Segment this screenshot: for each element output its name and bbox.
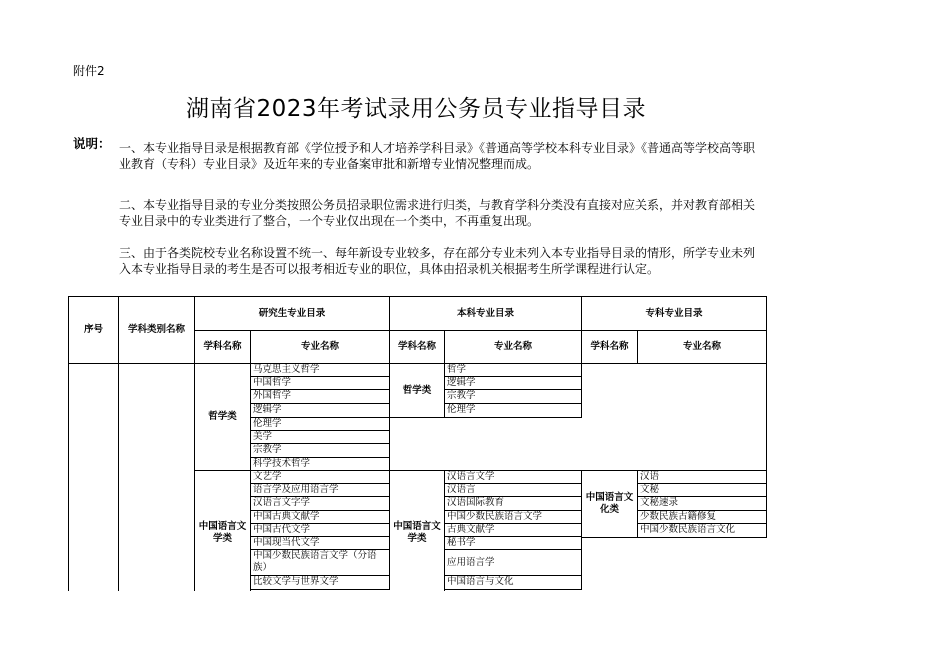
category-cell	[119, 364, 195, 591]
seq-cell	[69, 364, 119, 591]
grad-subject-chinese: 中国语言文学类	[195, 471, 251, 591]
grad-major: 文艺学	[251, 471, 390, 484]
header-vocational-catalog: 专科专业目录	[582, 297, 767, 331]
ug-subject-philosophy: 哲学类	[390, 364, 445, 418]
note-paragraph-1: 一、本专业指导目录是根据教育部《学位授予和人才培养学科目录》《普通高等学校本科专业目录》《普通高等学校高等职业教育（专科）专业目录》及近年来的专业备案审批和新增专业情况整理而成。	[119, 141, 756, 171]
grad-major: 外国哲学	[251, 390, 390, 404]
header-category: 学科类别名称	[119, 297, 195, 364]
grad-major: 中国古典文献学	[251, 511, 390, 524]
voc-subject-chinese-culture: 中国语言文化类	[582, 471, 638, 538]
ug-major: 哲学	[445, 364, 582, 377]
major-catalog-table	[68, 296, 767, 591]
grad-major: 中国古代文学	[251, 524, 390, 537]
voc-major: 文秘速录	[638, 497, 767, 511]
voc-major: 汉语	[638, 471, 767, 484]
header-seq: 序号	[69, 297, 119, 364]
ug-major: 汉语国际教育	[445, 497, 582, 511]
grad-major: 宗教学	[251, 444, 390, 458]
grad-subject-philosophy: 哲学类	[195, 364, 251, 471]
grad-major: 科学技术哲学	[251, 458, 390, 471]
grad-major: 中国少数民族语言文学（分语族）	[251, 550, 390, 576]
ug-major: 汉语言	[445, 484, 582, 497]
ug-major: 中国语言与文化	[445, 576, 582, 590]
grad-major: 逻辑学	[251, 404, 390, 418]
ug-major: 伦理学	[445, 404, 582, 418]
header-voc-major: 专业名称	[638, 331, 767, 364]
grad-major: 伦理学	[251, 418, 390, 431]
grad-major: 中国哲学	[251, 377, 390, 390]
ug-subject-chinese: 中国语言文学类	[390, 471, 445, 591]
voc-major: 文秘	[638, 484, 767, 497]
grad-major: 汉语言文字学	[251, 497, 390, 511]
grad-major: 马克思主义哲学	[251, 364, 390, 377]
ug-major: 宗教学	[445, 390, 582, 404]
voc-major: 中国少数民族语言文化	[638, 524, 767, 538]
ug-major: 逻辑学	[445, 377, 582, 390]
header-grad-major: 专业名称	[251, 331, 390, 364]
grad-major: 中国现当代文学	[251, 537, 390, 550]
header-ug-major: 专业名称	[445, 331, 582, 364]
page-title: 湖南省2023年考试录用公务员专业指导目录	[186, 96, 647, 122]
note-paragraph-2: 二、本专业指导目录的专业分类按照公务员招录职位需求进行归类，与教育学科分类没有直接对应关系，并对教育部相关专业目录中的专业类进行了整合，一个专业仅出现在一个类中，不再重复出现。	[119, 198, 756, 228]
grad-major: 语言学及应用语言学	[251, 484, 390, 497]
note-paragraph-3: 三、由于各类院校专业名称设置不统一、每年新设专业较多，存在部分专业未列入本专业指导目录的情形，所学专业未列入本专业指导目录的考生是否可以报考相近专业的职位，具体由招录机关根据考生所学课程进行认定。	[119, 246, 756, 276]
header-ug-subject: 学科名称	[390, 331, 445, 364]
attachment-label: 附件2	[73, 64, 105, 78]
empty-area	[390, 418, 767, 471]
header-voc-subject: 学科名称	[582, 331, 638, 364]
voc-major: 少数民族古籍修复	[638, 511, 767, 524]
header-grad-catalog: 研究生专业目录	[195, 297, 390, 331]
header-undergrad-catalog: 本科专业目录	[390, 297, 582, 331]
ug-major: 汉语言文学	[445, 471, 582, 484]
empty-vocational-group1	[582, 364, 767, 418]
ug-major: 应用语言学	[445, 550, 582, 576]
ug-major: 秘书学	[445, 537, 582, 550]
ug-major: 古典文献学	[445, 524, 582, 537]
header-grad-subject: 学科名称	[195, 331, 251, 364]
grad-major: 美学	[251, 431, 390, 444]
grad-major: 比较文学与世界文学	[251, 576, 390, 590]
ug-major: 中国少数民族语言文学	[445, 511, 582, 524]
note-label: 说明：	[73, 136, 111, 151]
